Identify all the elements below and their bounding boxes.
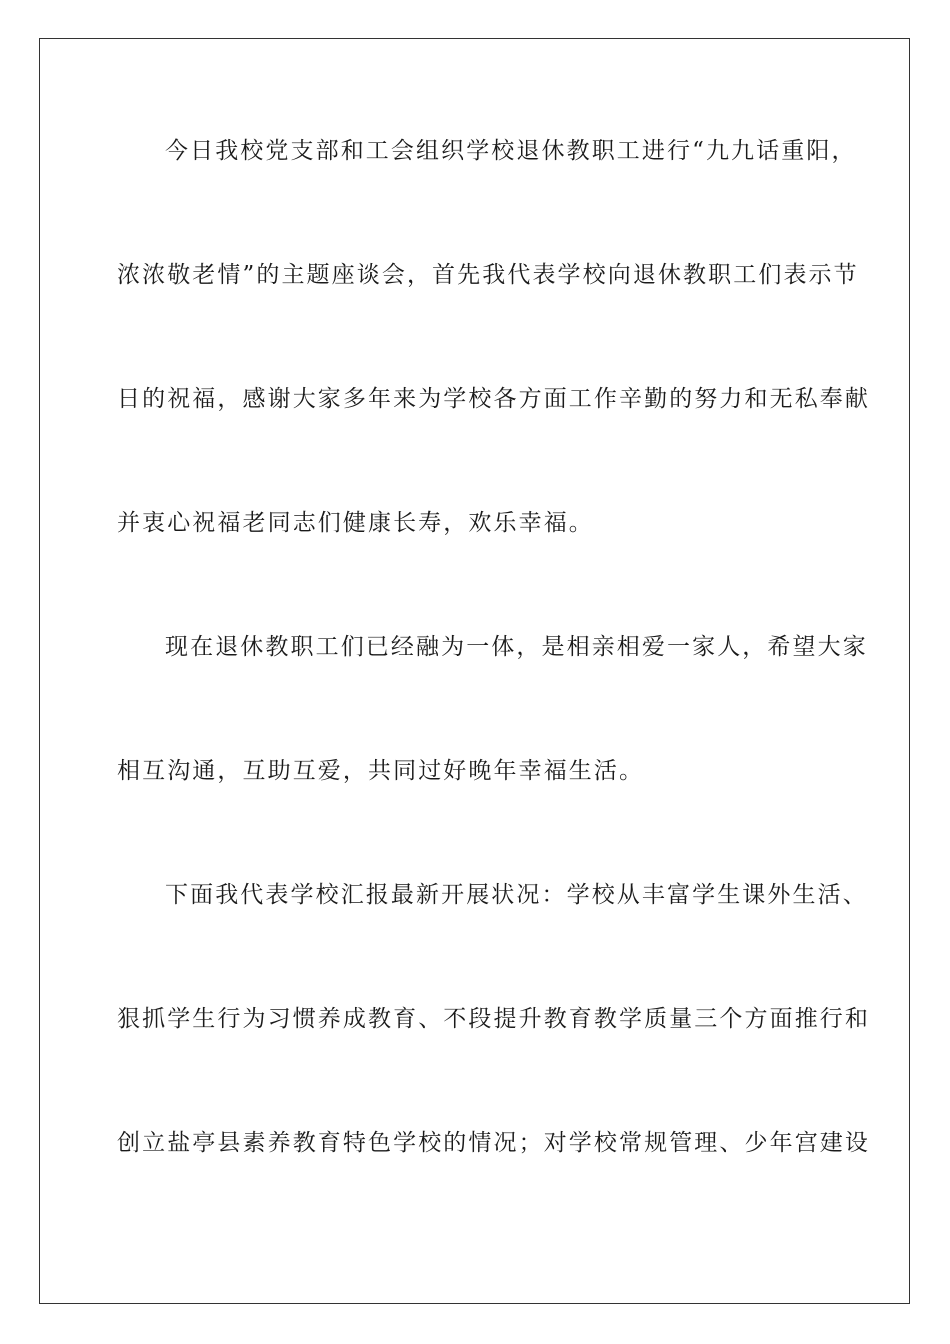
- paragraph-line: 今日我校党支部和工会组织学校退休教职工进行“九九话重阳，: [165, 138, 857, 164]
- paragraph-line: 狠抓学生行为习惯养成教育、不段提升教育教学质量三个方面推行和: [117, 1006, 870, 1032]
- paragraph-line: 现在退休教职工们已经融为一体，是相亲相爱一家人，希望大家: [165, 634, 868, 660]
- paragraph-line: 创立盐亭县素养教育特色学校的情况；对学校常规管理、少年宫建设: [117, 1130, 870, 1156]
- paragraph-line: 浓浓敬老情”的主题座谈会，首先我代表学校向退休教职工们表示节: [117, 262, 859, 288]
- page-border: [39, 38, 910, 1304]
- paragraph-line: 并衷心祝福老同志们健康长寿，欢乐幸福。: [117, 510, 594, 536]
- paragraph-line: 下面我代表学校汇报最新开展状况：学校从丰富学生课外生活、: [165, 882, 868, 908]
- paragraph-line: 日的祝福，感谢大家多年来为学校各方面工作辛勤的努力和无私奉献: [117, 386, 870, 412]
- paragraph-line: 相互沟通，互助互爱，共同过好晚年幸福生活。: [117, 758, 645, 784]
